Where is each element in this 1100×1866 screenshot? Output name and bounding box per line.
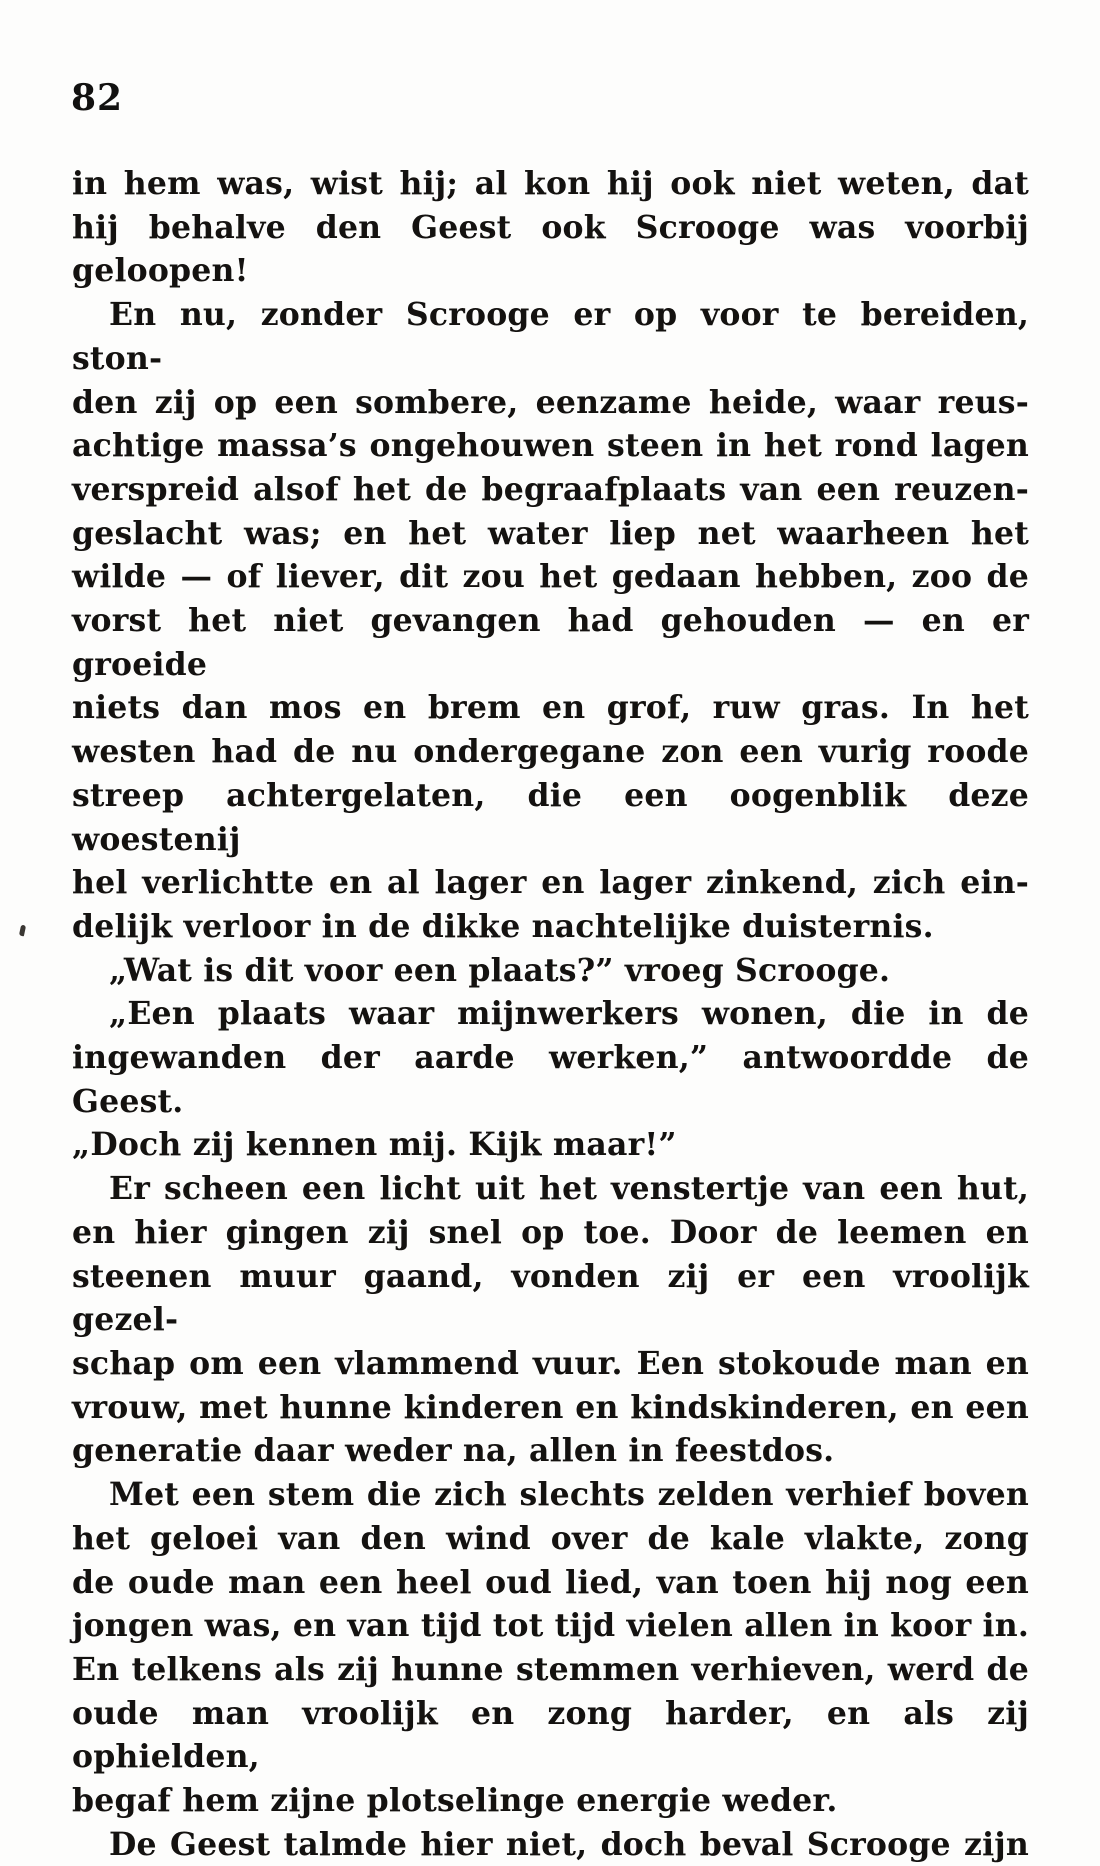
text-line: schap om een vlammend vuur. Een stokoude man en bbox=[72, 1344, 1029, 1382]
text-line: en hier gingen zij snel op toe. Door de leemen en bbox=[72, 1213, 1029, 1251]
text-line: hel verlichtte en al lager en lager zinkend, zich ein- bbox=[72, 864, 1029, 902]
text-line: „Een plaats waar mijnwerkers wonen, die in de bbox=[109, 995, 1029, 1033]
text-line: oude man vroolijk en zong harder, en als zij ophielden, bbox=[72, 1694, 1029, 1776]
text-line: begaf hem zijne plotselinge energie weder. bbox=[72, 1782, 838, 1820]
text-line: het geloei van den wind over de kale vlakte, zong bbox=[72, 1519, 1029, 1557]
text-line: vorst het niet gevangen had gehouden — en er groeide bbox=[72, 602, 1029, 683]
text-line: jongen was, en van tijd tot tijd vielen allen in koor in. bbox=[72, 1607, 1029, 1645]
text-line: „Doch zij kennen mij. Kijk maar!” bbox=[72, 1126, 677, 1164]
text-line: Er scheen een licht uit het venstertje van een hut, bbox=[109, 1170, 1029, 1208]
text-line: streep achtergelaten, die een oogenblik deze woestenij bbox=[72, 776, 1029, 858]
text-line: geloopen! bbox=[72, 252, 249, 290]
text-line: niets dan mos en brem en grof, ruw gras. In het bbox=[72, 689, 1029, 727]
body-text bbox=[72, 162, 1029, 1866]
text-line: delijk verloor in de dikke nachtelijke duisternis. bbox=[72, 907, 934, 945]
text-line: de oude man een heel oud lied, van toen hij nog een bbox=[72, 1563, 1029, 1601]
text-line: De Geest talmde hier niet, doch beval Scrooge zijn bbox=[109, 1825, 1029, 1863]
text-line: „Wat is dit voor een plaats?” vroeg Scrooge. bbox=[109, 951, 891, 989]
text-line: hij behalve den Geest ook Scrooge was voorbij bbox=[72, 208, 1029, 246]
text-line: achtige massa’s ongehouwen steen in het rond lagen bbox=[72, 427, 1029, 465]
text-line: En telkens als zij hunne stemmen verhieven, werd de bbox=[72, 1650, 1029, 1688]
scan-artifact-speck bbox=[19, 925, 26, 937]
text-line: generatie daar weder na, allen in feestdos. bbox=[72, 1432, 835, 1470]
text-line: ingewanden der aarde werken,” antwoordde de Geest. bbox=[72, 1039, 1029, 1120]
text-line: vrouw, met hunne kinderen en kindskinderen, en een bbox=[72, 1388, 1029, 1426]
text-line: verspreid alsof het de begraafplaats van een reuzen- bbox=[72, 470, 1029, 508]
text-line: steenen muur gaand, vonden zij er een vroolijk gezel- bbox=[72, 1257, 1029, 1339]
text-line: En nu, zonder Scrooge er op voor te bereiden, ston- bbox=[72, 296, 1029, 377]
text-line: Met een stem die zich slechts zelden verhief boven bbox=[109, 1476, 1029, 1514]
text-line: den zij op een sombere, eenzame heide, waar reus- bbox=[72, 383, 1029, 421]
text-line: in hem was, wist hij; al kon hij ook niet weten, dat bbox=[72, 165, 1029, 202]
page-number: 82 bbox=[71, 77, 124, 119]
text-line: wilde — of liever, dit zou het gedaan hebben, zoo de bbox=[72, 558, 1029, 596]
text-line: westen had de nu ondergegane zon een vurig roode bbox=[72, 733, 1029, 771]
text-line: geslacht was; en het water liep net waarheen het bbox=[72, 514, 1029, 552]
